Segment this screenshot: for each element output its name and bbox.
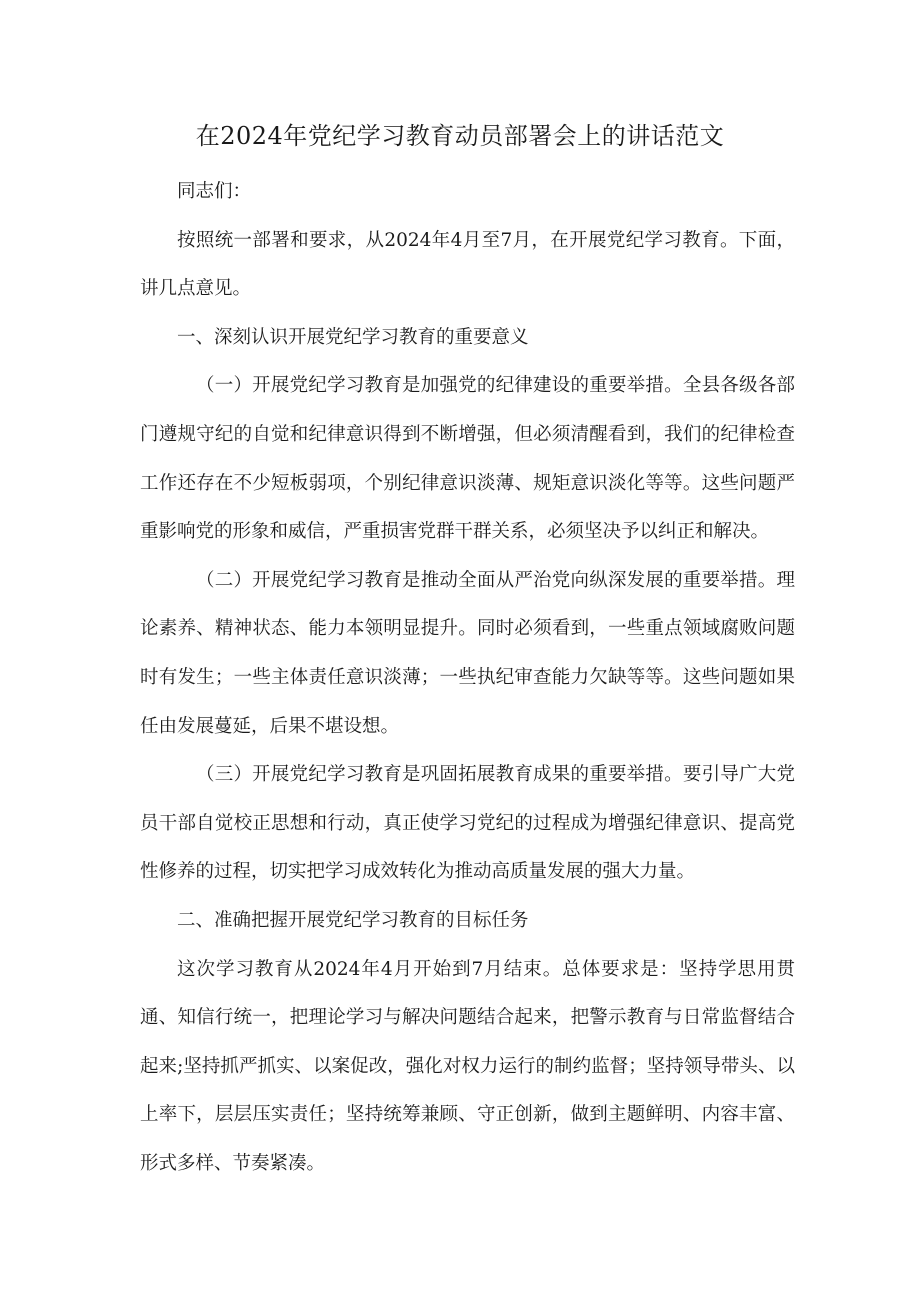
section-1-item-3: （三）开展党纪学习教育是巩固拓展教育成果的重要举措。要引导广大党员干部自觉校正思想和行动，真正使学习党纪的过程成为增强纪律意识、提高党性修养的过程，切实把学习成效转化为推动高质量发展的强大力量。 — [140, 764, 795, 883]
document-title: 在2024年党纪学习教育动员部署会上的讲话范文 — [195, 122, 725, 150]
section-2-heading: 二、准确把握开展党纪学习教育的目标任务 — [177, 909, 529, 931]
intro-paragraph: 按照统一部署和要求，从2024年4月至7月，在开展党纪学习教育。下面，讲几点意见。 — [140, 229, 795, 300]
section-1-item-2: （二）开展党纪学习教育是推动全面从严治党向纵深发展的重要举措。理论素养、精神状态、能力本领明显提升。同时必须看到，一些重点领域腐败问题时有发生；一些主体责任意识淡薄；一些执纪审查能力欠缺等等。这些问题如果任由发展蔓延，后果不堪设想。 — [140, 569, 795, 737]
document-body — [140, 168, 795, 1188]
section-2-paragraph-1: 这次学习教育从2024年4月开始到7月结束。总体要求是：坚持学思用贯通、知信行统一，把理论学习与解决问题结合起来，把警示教育与日常监督结合起来;坚持抓严抓实、以案促改，强化对权力运行的制约监督；坚持领导带头、以上率下，层层压实责任；坚持统筹兼顾、守正创新，做到主题鲜明、内容丰富、形式多样、节奏紧凑。 — [140, 958, 795, 1174]
greeting: 同志们： — [177, 181, 252, 202]
section-1-item-1: （一）开展党纪学习教育是加强党的纪律建设的重要举措。全县各级各部门遵规守纪的自觉和纪律意识得到不断增强，但必须清醒看到，我们的纪律检查工作还存在不少短板弱项，个别纪律意识淡薄、规矩意识淡化等等。这些问题严重影响党的形象和威信，严重损害党群干群关系，必须坚决予以纠正和解决。 — [140, 375, 795, 543]
section-1-heading: 一、深刻认识开展党纪学习教育的重要意义 — [177, 326, 529, 348]
